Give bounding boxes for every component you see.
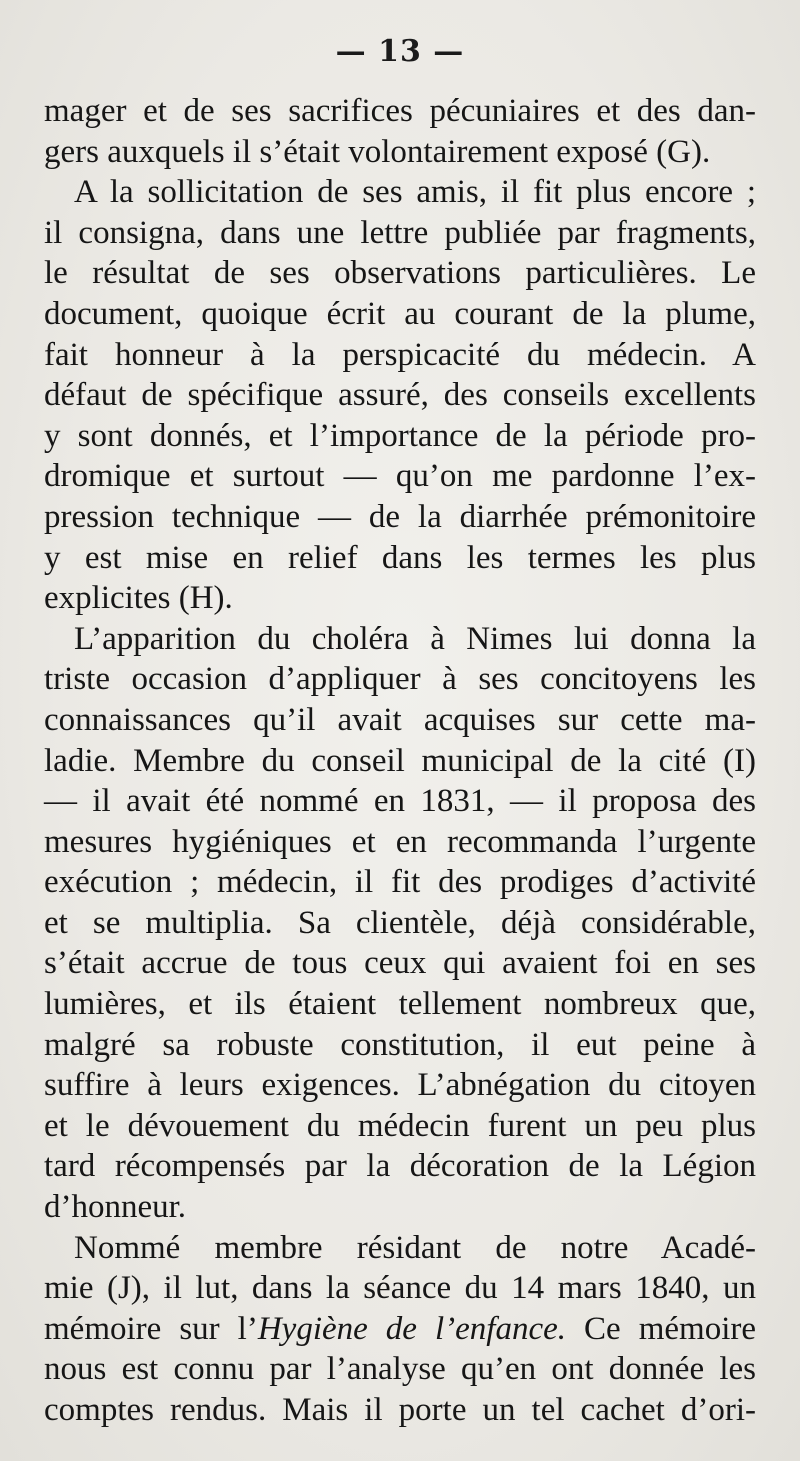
text-line: y est mise en relief dans les termes les plus (44, 539, 756, 576)
text-line: exécution ; médecin, il fit des prodiges d’activité (44, 864, 756, 901)
text-line: triste occasion d’appliquer à ses concitoyens les (44, 661, 756, 698)
text-line: document, quoique écrit au courant de la plume, (44, 295, 756, 332)
text-line: fait honneur à la perspicacité du médecin. A (44, 336, 756, 373)
text-fragment: mémoire sur l’ (44, 1310, 258, 1347)
text-line: ladie. Membre du conseil municipal de la cité (I) (44, 742, 756, 779)
text-line: défaut de spécifique assuré, des conseils excellents (44, 377, 756, 414)
text-line: tard récompensés par la décoration de la Légion (44, 1148, 756, 1185)
text-fragment: Ce mémoire (566, 1310, 757, 1347)
text-line: le résultat de ses observations particulières. Le (44, 255, 756, 292)
text-line: d’honneur. (44, 1189, 187, 1226)
paragraph (44, 619, 756, 1228)
text-line: nous est connu par l’analyse qu’en ont donnée les (44, 1351, 756, 1388)
paragraph (44, 91, 756, 172)
text-line: — il avait été nommé en 1831, — il proposa des (44, 783, 756, 820)
text-line: connaissances qu’il avait acquises sur cette ma- (44, 701, 756, 738)
text-line: y sont donnés, et l’importance de la période pro- (44, 417, 756, 454)
text-line: et le dévouement du médecin furent un peu plus (44, 1107, 756, 1144)
paragraph (44, 1228, 756, 1431)
text-line: s’était accrue de tous ceux qui avaient foi en ses (44, 945, 756, 982)
text-line: Nommé membre résidant de notre Acadé- (74, 1229, 756, 1266)
paragraph (44, 172, 756, 619)
text-line: gers auxquels il s’était volontairement exposé (G). (44, 133, 711, 170)
page-number: — 13 — (335, 34, 465, 69)
text-line: comptes rendus. Mais il porte un tel cachet d’ori- (44, 1392, 756, 1428)
text-line: malgré sa robuste constitution, il eut peine à (44, 1026, 756, 1063)
text-line: suffire à leurs exigences. L’abnégation du citoyen (44, 1067, 756, 1104)
text-line: mie (J), il lut, dans la séance du 14 mars 1840, un (44, 1270, 756, 1307)
text-line: mesures hygiéniques et en recommanda l’urgente (44, 823, 756, 860)
text-line: il consigna, dans une lettre publiée par fragments, (44, 214, 756, 251)
text-line: et se multiplia. Sa clientèle, déjà considérable, (44, 904, 756, 941)
text-line-with-title (44, 1309, 756, 1350)
text-line: lumières, et ils étaient tellement nombreux que, (44, 986, 756, 1023)
text-line: dromique et surtout — qu’on me pardonne l’ex- (44, 458, 756, 495)
body-text (44, 91, 756, 1431)
text-line: mager et de ses sacrifices pécuniaires et des dan- (44, 93, 756, 129)
work-title: Hygiène de l’enfance. (257, 1310, 567, 1347)
text-line: L’apparition du choléra à Nimes lui donna la (74, 620, 756, 657)
text-line: pression technique — de la diarrhée prémonitoire (44, 498, 756, 535)
text-line: A la sollicitation de ses amis, il fit plus encore ; (74, 174, 756, 211)
text-line: explicites (H). (44, 580, 233, 617)
